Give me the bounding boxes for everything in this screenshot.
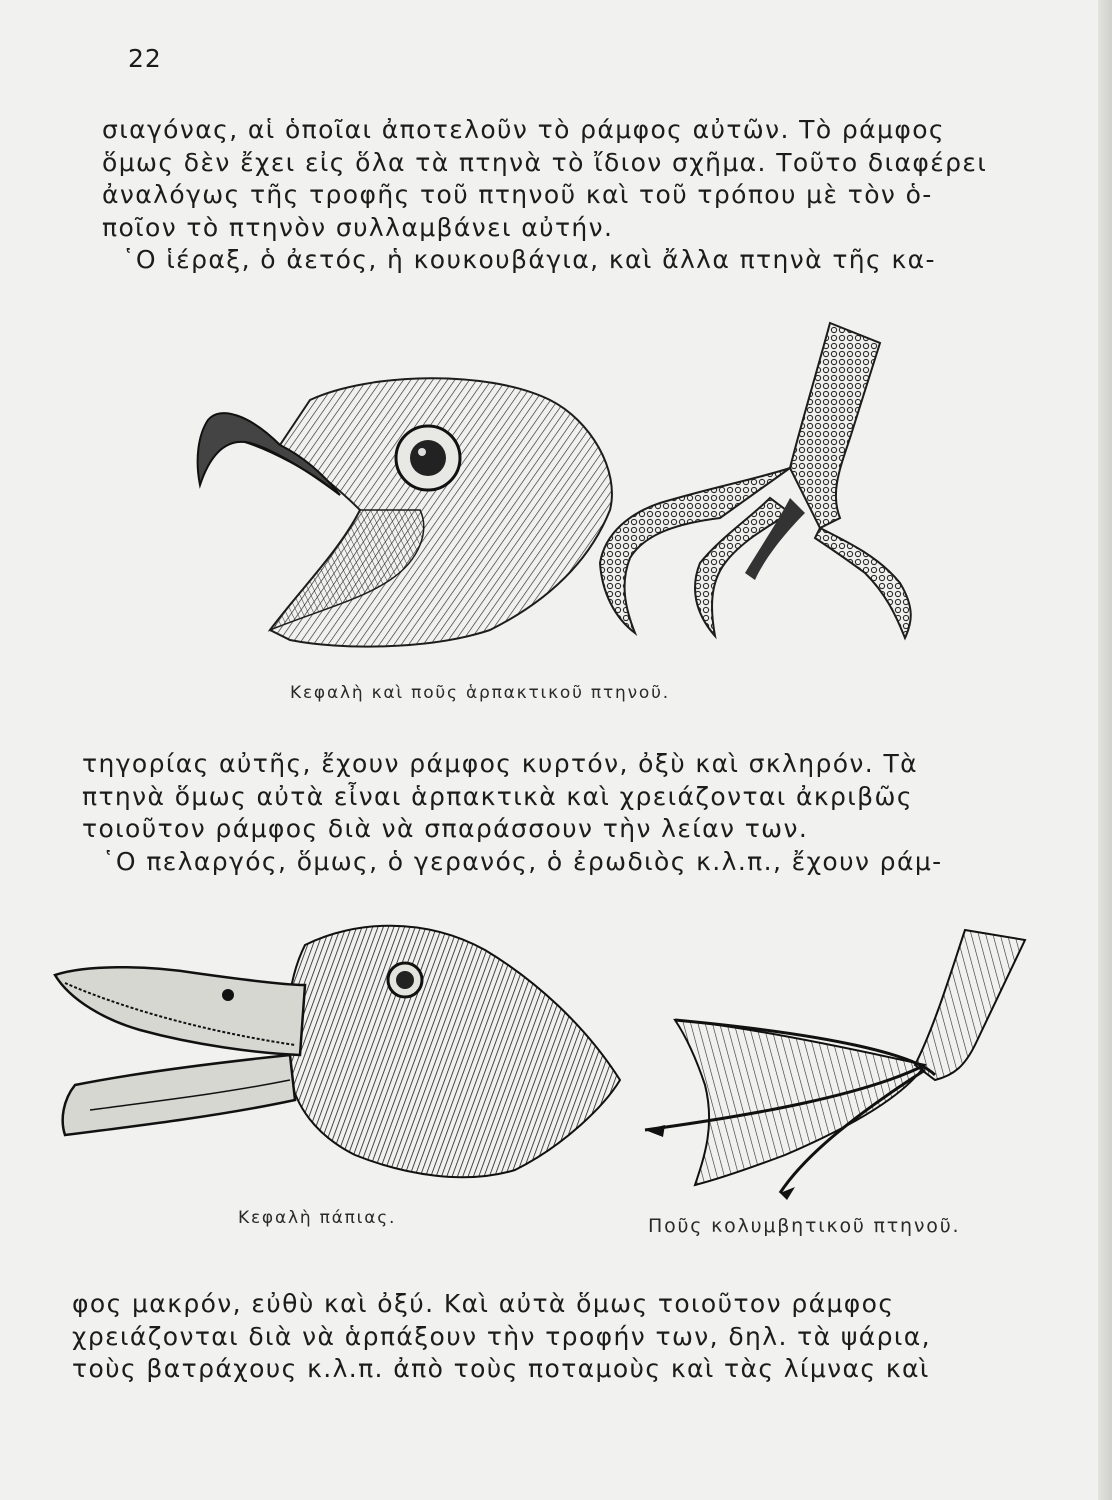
text-line: ῾Ο πελαργός, ὅμως, ὁ γερανός, ὁ ἐρωδιὸς κ.λ.π., ἔχουν ράμ-	[102, 846, 943, 876]
text-line: ὅμως δὲν ἔχει εἰς ὅλα τὰ πτηνὰ τὸ ἴδιον σχῆμα. Τοῦτο διαφέρει	[102, 147, 988, 177]
text-line: ῾Ο ἱέραξ, ὁ ἀετός, ἡ κουκουβάγια, καὶ ἄλλα πτηνὰ τῆς κα-	[122, 245, 936, 274]
text-line: ἀναλόγως τῆς τροφῆς τοῦ πτηνοῦ καὶ τοῦ τρόπου μὲ τὸν ὁ-	[102, 180, 933, 209]
text-line: ποῖον τὸ πτηνὸν συλλαμβάνει αὐτήν.	[102, 212, 614, 242]
text-line: τοιοῦτον ράμφος διὰ νὰ σπαράσσουν τὴν λείαν των.	[82, 814, 809, 843]
page-number: 22	[128, 44, 162, 73]
paragraph-2	[82, 748, 943, 878]
raptor-foot-illustration	[590, 318, 920, 648]
text-line: σιαγόνας, αἱ ὁποῖαι ἀποτελοῦν τὸ ράμφος αὐτῶν. Τὸ ράμφος	[102, 115, 945, 144]
text-line: τοὺς βατράχους κ.λ.π. ἀπὸ τοὺς ποταμοὺς καὶ τὰς λίμνας καὶ	[72, 1354, 930, 1383]
text-line: φος μακρόν, εὐθὺ καὶ ὀξύ. Καὶ αὐτὰ ὅμως τοιοῦτον ράμφος	[72, 1289, 895, 1318]
figure-3-caption: Ποῦς κολυμβητικοῦ πτηνοῦ.	[648, 1215, 961, 1237]
raptor-head-illustration	[190, 360, 620, 660]
text-line: χρειάζονται διὰ νὰ ἁρπάξουν τὴν τροφήν των, δηλ. τὰ ψάρια,	[72, 1321, 931, 1351]
paragraph-3	[72, 1288, 931, 1386]
figure-2-caption: Κεφαλὴ πάπιας.	[238, 1208, 397, 1228]
paragraph-1	[102, 114, 987, 277]
page-edge	[1098, 0, 1112, 1500]
text-line: τηγορίας αὐτῆς, ἔχουν ράμφος κυρτόν, ὀξὺ καὶ σκληρόν. Τὰ	[82, 749, 919, 778]
text-line: πτηνὰ ὅμως αὐτὰ εἶναι ἁρπακτικὰ καὶ χρειάζονται ἀκριβῶς	[82, 781, 913, 811]
figure-1-caption: Κεφαλὴ καὶ ποῦς ἁρπακτικοῦ πτηνοῦ.	[290, 683, 670, 703]
webbed-foot-illustration	[635, 925, 1035, 1205]
duck-head-illustration	[45, 905, 625, 1195]
